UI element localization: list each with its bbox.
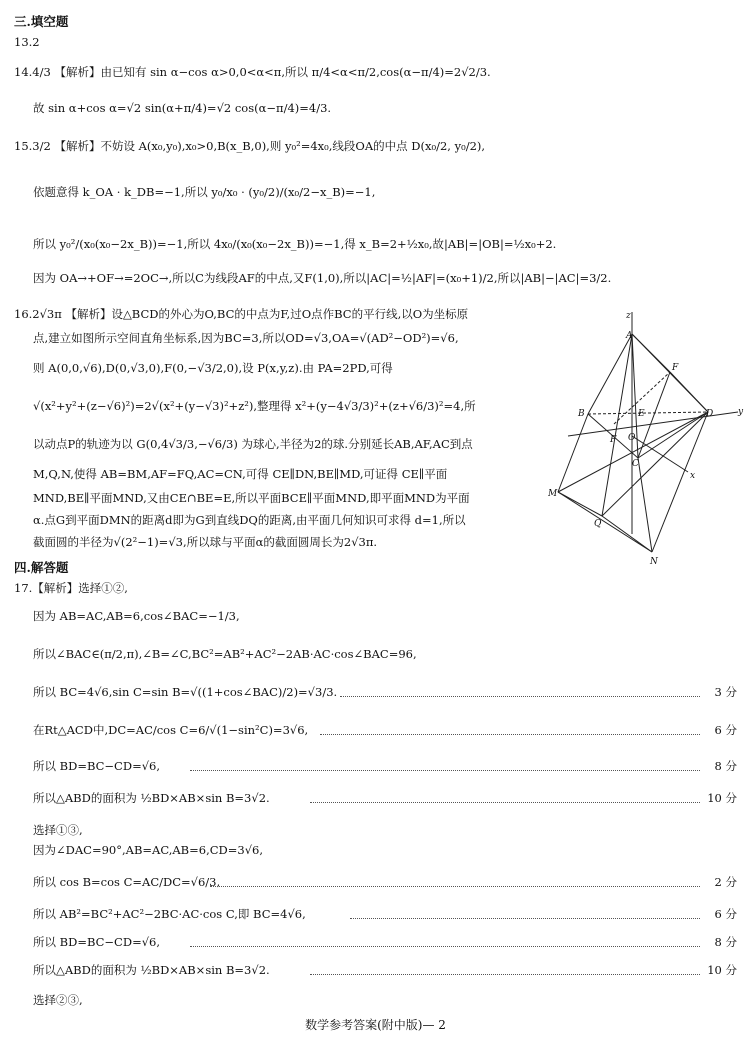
q17-head: 17.【解析】选择①②, — [14, 581, 128, 595]
fig-label-f: F — [610, 435, 617, 445]
page-footer: 数学参考答案(附中版)— 2 — [305, 1018, 446, 1032]
dot-leader — [310, 802, 700, 803]
q15-line4: 因为 OA→+OF→=2OC→,所以C为线段AF的中点,又F(1,0),所以|AC|=½|AF|=(x₀+1)/2,所以|AB|−|AC|=3/2. — [33, 271, 612, 285]
score-b2: 2 分 — [714, 875, 737, 889]
dot-leader — [190, 946, 700, 947]
score-a3: 3 分 — [714, 685, 737, 699]
dot-leader — [210, 886, 700, 887]
q16-line9: 截面圆的半径为√(2²−1)=√3,所以球与平面α的截面圆周长为2√3π. — [33, 535, 378, 549]
q17-b2: 所以 cos B=cos C=AC/DC=√6/3, — [33, 875, 221, 889]
q16-line1: 16.2√3π 【解析】设△BCD的外心为O,BC的中点为F,过O点作BC的平行线,以O为坐标原 — [14, 307, 469, 321]
fig-label-o: O — [628, 433, 636, 443]
fig-label-y: y — [738, 407, 744, 417]
section-fill-blank: 三.填空题 — [14, 14, 69, 29]
fig-label-b: B — [578, 409, 585, 419]
q17-b5: 所以△ABD的面积为 ½BD×AB×sin B=3√2. — [33, 963, 270, 977]
score-b3: 6 分 — [714, 907, 737, 921]
dot-leader — [350, 918, 700, 919]
geometry-figure — [548, 304, 748, 566]
section-answers: 四.解答题 — [14, 560, 69, 575]
q16-line7: MND,BE∥平面MND,又由CE∩BE=E,所以平面BCE∥平面MND,即平面MND为平面 — [33, 491, 470, 505]
fig-label-c: C — [632, 459, 639, 469]
q16-line3: 则 A(0,0,√6),D(0,√3,0),F(0,−√3/2,0),设 P(x,y,z).由 PA=2PD,可得 — [33, 361, 393, 375]
q17-b1: 因为∠DAC=90°,AB=AC,AB=6,CD=3√6, — [33, 843, 264, 857]
score-a5: 8 分 — [714, 759, 737, 773]
fig-label-e: E — [638, 409, 645, 419]
q14-line1: 14.4/3 【解析】由已知有 sin α−cos α>0,0<α<π,所以 π/4<α<π/2,cos(α−π/4)=2√2/3. — [14, 65, 491, 79]
q16-line5: 以动点P的轨迹为以 G(0,4√3/3,−√6/3) 为球心,半径为2的球.分别延长AB,AF,AC到点 — [33, 437, 473, 451]
fig-label-d: D — [706, 409, 714, 419]
fig-label-x: x — [690, 471, 696, 481]
dot-leader — [190, 770, 700, 771]
q16-line4: √(x²+y²+(z−√6)²)=2√(x²+(y−√3)²+z²),整理得 x²+(y−4√3/3)²+(z+√6/3)²=4,所 — [33, 399, 476, 413]
score-a6: 10 分 — [707, 791, 737, 805]
q17-a1: 因为 AB=AC,AB=6,cos∠BAC=−1/3, — [33, 609, 240, 623]
score-b5: 10 分 — [707, 963, 737, 977]
q15-line1: 15.3/2 【解析】不妨设 A(x₀,y₀),x₀>0,B(x_B,0),则 y₀²=4x₀,线段OA的中点 D(x₀/2, y₀/2), — [14, 139, 486, 153]
q17-a4: 在Rt△ACD中,DC=AC/cos C=6/√(1−sin²C)=3√6, — [33, 723, 309, 737]
fig-label-q: Q — [594, 519, 602, 529]
q16-line2: 点,建立如图所示空间直角坐标系,因为BC=3,所以OD=√3,OA=√(AD²−OD²)=√6, — [33, 331, 459, 345]
fig-label-f-top: F — [672, 363, 679, 373]
q14-line2: 故 sin α+cos α=√2 sin(α+π/4)=√2 cos(α−π/4)=4/3. — [33, 101, 332, 115]
dot-leader — [320, 734, 700, 735]
q16-line6: M,Q,N,使得 AB=BM,AF=FQ,AC=CN,可得 CE∥DN,BE∥MD,可证得 CE∥平面 — [33, 467, 448, 481]
score-b4: 8 分 — [714, 935, 737, 949]
fig-label-m: M — [548, 489, 558, 499]
dot-leader — [340, 696, 700, 697]
fig-label-z: z — [626, 311, 631, 321]
q15-line2: 依题意得 k_OA · k_DB=−1,所以 y₀/x₀ · (y₀/2)/(x₀/2−x_B)=−1, — [33, 185, 376, 199]
q17-a5: 所以 BD=BC−CD=√6, — [33, 759, 161, 773]
dot-leader — [310, 974, 700, 975]
q17-a6: 所以△ABD的面积为 ½BD×AB×sin B=3√2. — [33, 791, 270, 805]
score-a4: 6 分 — [714, 723, 737, 737]
q17-a2: 所以∠BAC∈(π/2,π),∠B=∠C,BC²=AB²+AC²−2AB·AC·cos∠BAC=96, — [33, 647, 417, 661]
q15-line3: 所以 y₀²/(x₀(x₀−2x_B))=−1,所以 4x₀/(x₀(x₀−2x_B))=−1,得 x_B=2+½x₀,故|AB|=|OB|=½x₀+2. — [33, 237, 557, 251]
q16-line8: α.点G到平面DMN的距离d即为G到直线DQ的距离,由平面几何知识可求得 d=1,所以 — [33, 513, 466, 527]
q17-a3: 所以 BC=4√6,sin C=sin B=√((1+cos∠BAC)/2)=√3/3. — [33, 685, 338, 699]
fig-label-a: A — [626, 331, 633, 341]
q13-answer: 13.2 — [14, 35, 40, 49]
q17-b-head: 选择①③, — [33, 823, 83, 837]
fig-label-n: N — [650, 557, 658, 566]
q17-c-head: 选择②③, — [33, 993, 83, 1007]
q17-b3: 所以 AB²=BC²+AC²−2BC·AC·cos C,即 BC=4√6, — [33, 907, 306, 921]
q17-b4: 所以 BD=BC−CD=√6, — [33, 935, 161, 949]
